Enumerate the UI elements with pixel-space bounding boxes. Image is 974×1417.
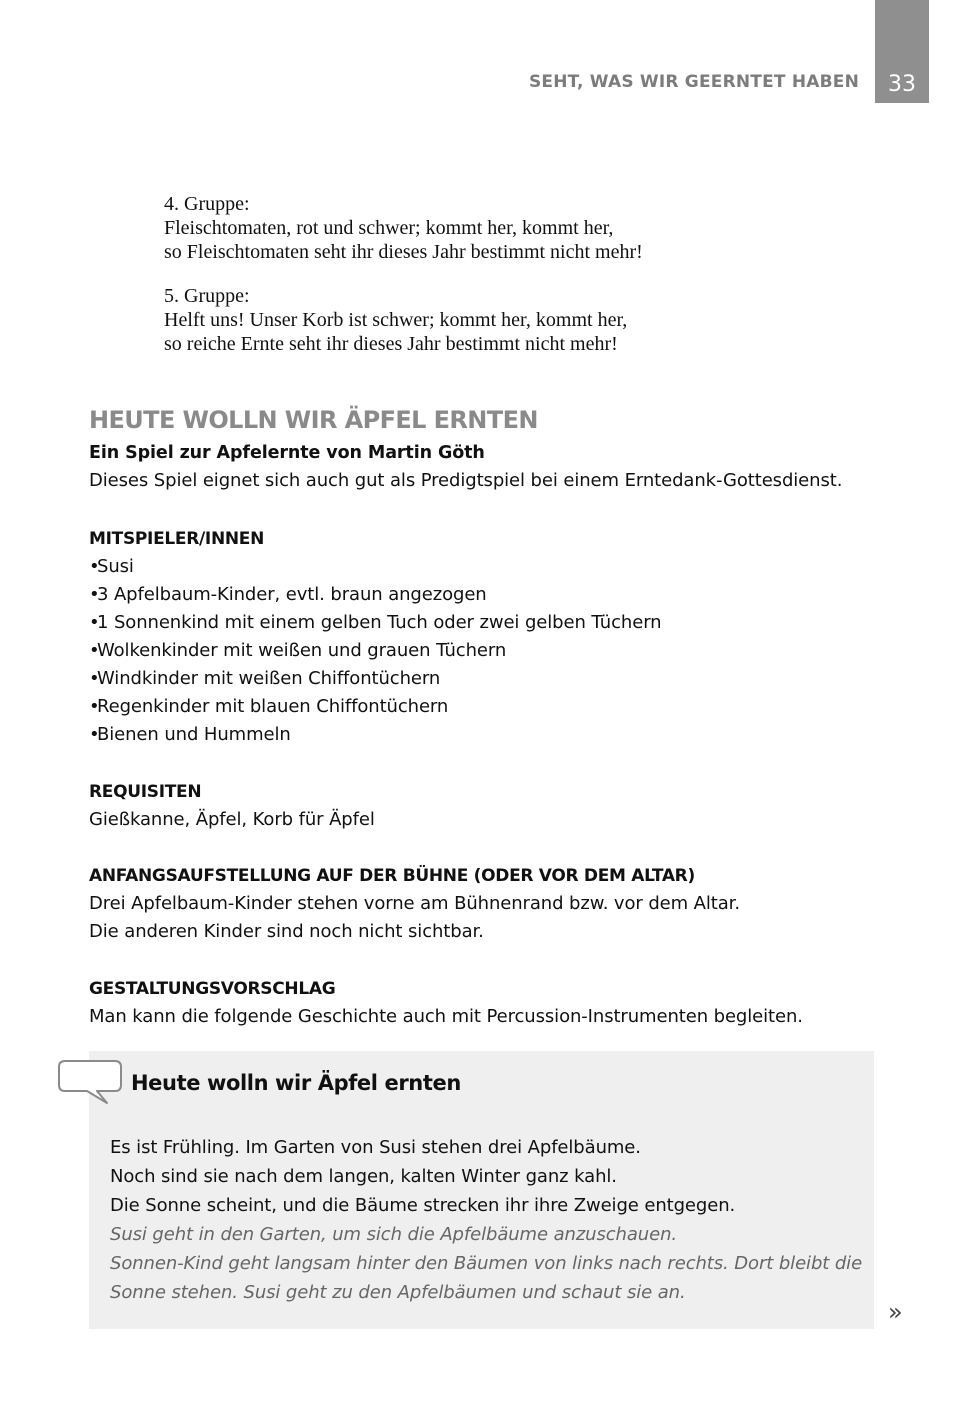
setup-section	[89, 862, 869, 946]
players-section	[89, 525, 869, 749]
page-number: 33	[888, 72, 916, 97]
verse-group-label: 5. Gruppe:	[164, 285, 250, 307]
story-text	[110, 1133, 870, 1307]
story-line: Es ist Frühling. Im Garten von Susi stehen drei Apfelbäume.	[110, 1137, 641, 1158]
props-heading: REQUISITEN	[89, 782, 202, 802]
section-subtitle: Ein Spiel zur Apfelernte von Martin Göth	[89, 443, 485, 463]
suggestion-text: Man kann die folgende Geschichte auch mit Percussion-Instrumenten begleiten.	[89, 1006, 803, 1027]
setup-line: Die anderen Kinder sind noch nicht sichtbar.	[89, 921, 484, 942]
bullet-icon: •	[89, 556, 100, 577]
list-item: •1 Sonnenkind mit einem gelben Tuch oder zwei gelben Tüchern	[89, 609, 869, 637]
verse-group-4	[164, 192, 804, 264]
players-heading: MITSPIELER/INNEN	[89, 529, 265, 549]
verse-line: so reiche Ernte seht ihr dieses Jahr bestimmt nicht mehr!	[164, 333, 618, 355]
bullet-icon: •	[89, 612, 100, 633]
section-intro	[89, 439, 869, 495]
setup-heading: ANFANGSAUFSTELLUNG AUF DER BÜHNE (ODER VOR DEM ALTAR)	[89, 866, 695, 886]
list-item: •Wolkenkinder mit weißen und grauen Tüchern	[89, 637, 869, 665]
story-title: Heute wolln wir Äpfel ernten	[131, 1071, 461, 1095]
bullet-icon: •	[89, 584, 100, 605]
section-intro-text: Dieses Spiel eignet sich auch gut als Predigtspiel bei einem Erntedank-Gottesdienst.	[89, 470, 843, 491]
list-item: •Susi	[89, 553, 869, 581]
props-section	[89, 778, 869, 834]
suggestion-section	[89, 975, 869, 1031]
stage-direction: Sonnen-Kind geht langsam hinter den Bäumen von links nach rechts. Dort bleibt die	[110, 1253, 863, 1274]
verse-group-5	[164, 284, 804, 356]
list-item: •Bienen und Hummeln	[89, 721, 869, 749]
speech-bubble-icon	[57, 1057, 123, 1107]
props-text: Gießkanne, Äpfel, Korb für Äpfel	[89, 809, 375, 830]
stage-direction: Susi geht in den Garten, um sich die Apfelbäume anzuschauen.	[110, 1224, 678, 1245]
bullet-icon: •	[89, 640, 100, 661]
bullet-icon: •	[89, 696, 100, 717]
list-item: •3 Apfelbaum-Kinder, evtl. braun angezogen	[89, 581, 869, 609]
bullet-icon: •	[89, 668, 100, 689]
section-title: HEUTE WOLLN WIR ÄPFEL ERNTEN	[89, 406, 538, 434]
story-line: Die Sonne scheint, und die Bäume strecken ihr ihre Zweige entgegen.	[110, 1195, 736, 1216]
list-item: •Windkinder mit weißen Chiffontüchern	[89, 665, 869, 693]
verse-line: so Fleischtomaten seht ihr dieses Jahr bestimmt nicht mehr!	[164, 241, 643, 263]
stage-direction: Sonne stehen. Susi geht zu den Apfelbäumen und schaut sie an.	[110, 1282, 686, 1303]
setup-line: Drei Apfelbaum-Kinder stehen vorne am Bühnenrand bzw. vor dem Altar.	[89, 893, 740, 914]
bullet-icon: •	[89, 724, 100, 745]
list-item: •Regenkinder mit blauen Chiffontüchern	[89, 693, 869, 721]
verse-group-label: 4. Gruppe:	[164, 193, 250, 215]
verse-line: Helft uns! Unser Korb ist schwer; kommt her, kommt her,	[164, 309, 628, 331]
page-number-tab	[875, 0, 929, 103]
suggestion-heading: GESTALTUNGSVORSCHLAG	[89, 979, 336, 999]
verse-line: Fleischtomaten, rot und schwer; kommt her, kommt her,	[164, 217, 614, 239]
running-title: SEHT, WAS WIR GEERNTET HABEN	[528, 72, 859, 92]
continue-marker: »	[888, 1298, 903, 1326]
story-line: Noch sind sie nach dem langen, kalten Winter ganz kahl.	[110, 1166, 617, 1187]
